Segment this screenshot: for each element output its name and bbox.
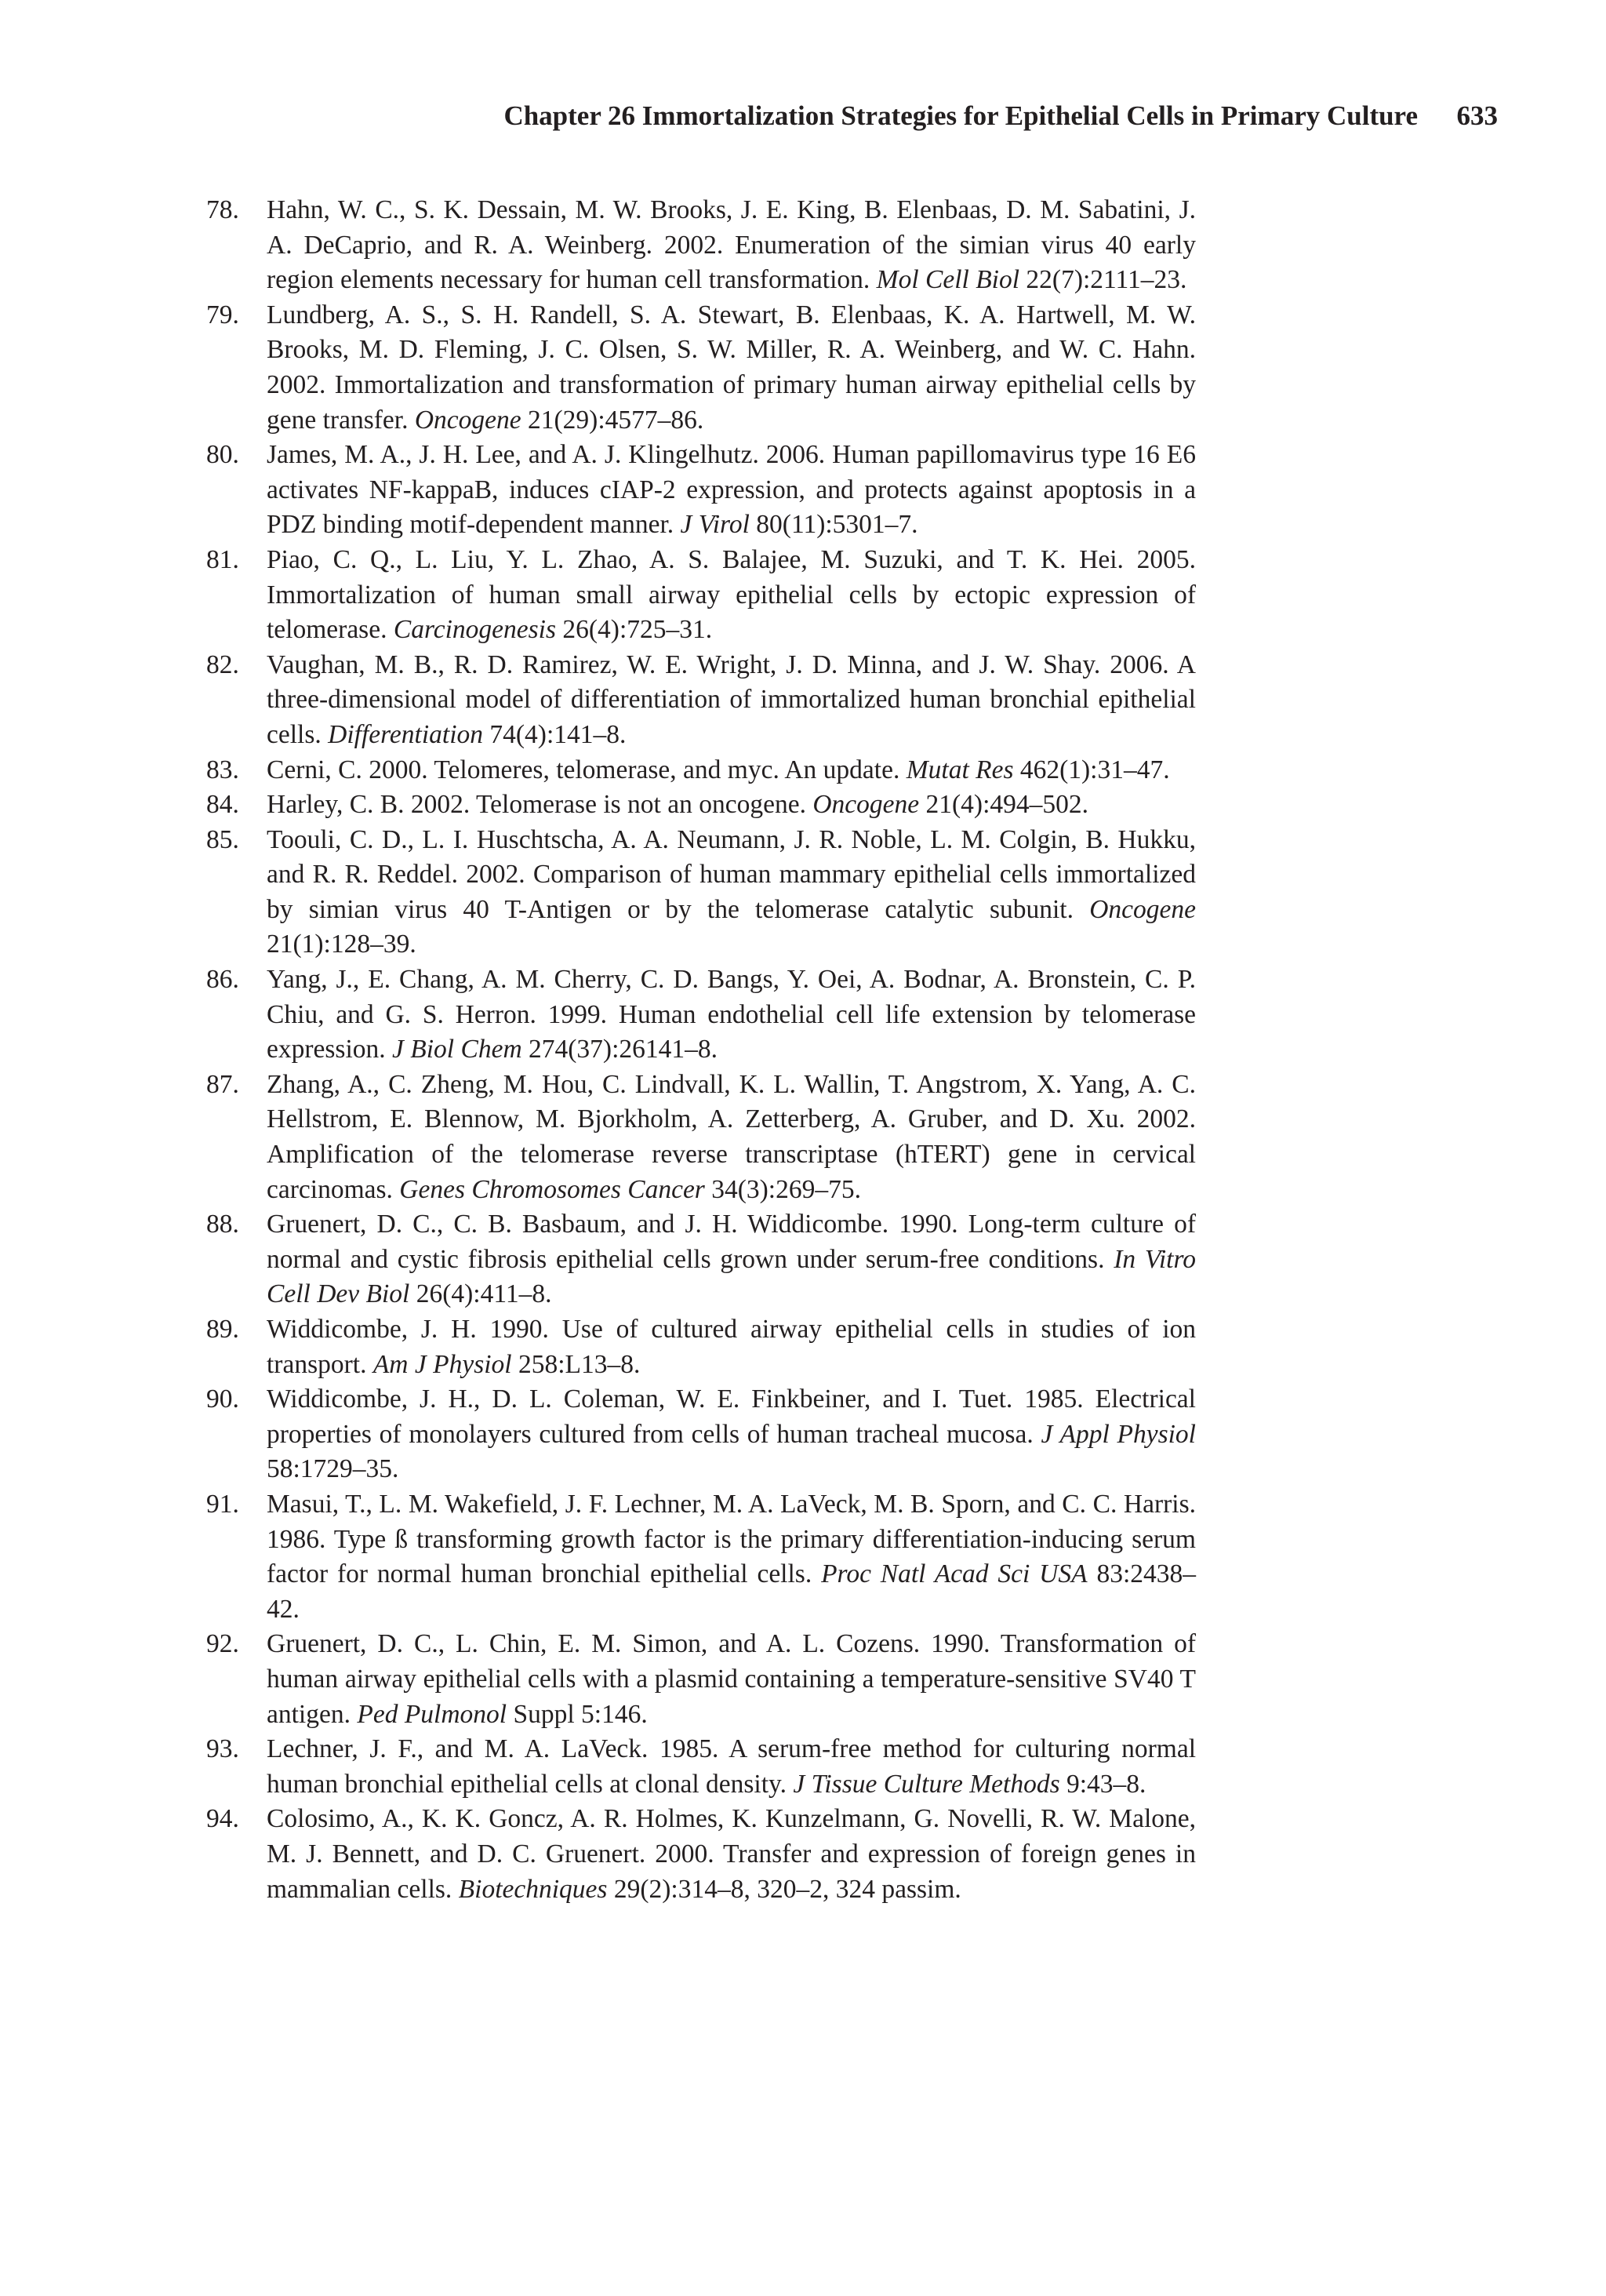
- reference-journal: Oncogene: [812, 790, 920, 820]
- reference-volume: 22(7):2111–23.: [1019, 265, 1187, 295]
- reference-journal: J Tissue Culture Methods: [793, 1769, 1060, 1799]
- reference-item: [206, 962, 1196, 1068]
- reference-citation: Hahn, W. C., S. K. Dessain, M. W. Brooks, J. E. King, B. Elenbaas, D. M. Sabatini, J. A. DeCaprio, and R. A. Weinberg. 2002. Enumeration of the simian virus 40 early region elements necessary for human cell transformation.: [267, 195, 1196, 295]
- reference-journal: Oncogene: [414, 405, 521, 435]
- reference-number: 91.: [206, 1489, 239, 1519]
- reference-number: 89.: [206, 1315, 239, 1344]
- reference-item: [206, 543, 1196, 648]
- reference-item: [206, 193, 1196, 298]
- reference-volume: 26(4):411–8.: [409, 1279, 552, 1309]
- reference-citation: Widdicombe, J. H., D. L. Coleman, W. E. Finkbeiner, and I. Tuet. 1985. Electrical properties of monolayers cultured from cells of human tracheal mucosa.: [267, 1385, 1196, 1449]
- reference-volume: 21(1):128–39.: [267, 930, 416, 959]
- reference-volume: 58:1729–35.: [267, 1454, 399, 1484]
- reference-citation: Cerni, C. 2000. Telomeres, telomerase, and myc. An update.: [267, 755, 907, 784]
- reference-journal: Genes Chromosomes Cancer: [399, 1174, 705, 1204]
- reference-text: [267, 543, 1196, 648]
- reference-citation: Yang, J., E. Chang, A. M. Cherry, C. D. Bangs, Y. Oei, A. Bodnar, A. Bronstein, C. P. Chiu, and G. S. Herron. 1999. Human endothelial cell life extension by telomerase expression.: [267, 965, 1196, 1064]
- reference-journal: J Biol Chem: [392, 1035, 522, 1064]
- reference-journal: Mutat Res: [906, 755, 1014, 784]
- reference-citation: James, M. A., J. H. Lee, and A. J. Klingelhutz. 2006. Human papillomavirus type 16 E6 activates NF-kappaB, induces cIAP-2 expression, and protects against apoptosis in a PDZ binding motif-dependent manner.: [267, 440, 1196, 540]
- reference-text: [267, 823, 1196, 962]
- reference-citation: Gruenert, D. C., C. B. Basbaum, and J. H. Widdicombe. 1990. Long-term culture of normal and cystic fibrosis epithelial cells grown under serum-free conditions.: [267, 1210, 1196, 1274]
- reference-item: [206, 1207, 1196, 1312]
- reference-journal: J Virol: [680, 510, 750, 540]
- reference-number: 84.: [206, 790, 239, 820]
- reference-number: 92.: [206, 1629, 239, 1659]
- reference-number: 88.: [206, 1210, 239, 1239]
- reference-journal: Carcinogenesis: [393, 615, 557, 645]
- reference-number: 86.: [206, 965, 239, 995]
- reference-number: 81.: [206, 544, 239, 574]
- reference-volume: 21(29):4577–86.: [521, 405, 704, 435]
- reference-number: 82.: [206, 650, 239, 679]
- reference-volume: 29(2):314–8, 320–2, 324 passim.: [607, 1874, 961, 1904]
- reference-citation: Lundberg, A. S., S. H. Randell, S. A. Stewart, B. Elenbaas, K. A. Hartwell, M. W. Brooks, M. D. Fleming, J. C. Olsen, S. W. Miller, R. A. Weinberg, and W. C. Hahn. 2002. Immortalization and transformation of primary human airway epithelial cells by gene transfer.: [267, 300, 1196, 435]
- reference-citation: Widdicombe, J. H. 1990. Use of cultured airway epithelial cells in studies of ion transport.: [267, 1315, 1196, 1379]
- reference-journal: Biotechniques: [458, 1874, 608, 1904]
- reference-volume: 34(3):269–75.: [704, 1174, 861, 1204]
- reference-journal: Differentiation: [328, 719, 484, 749]
- reference-journal: Proc Natl Acad Sci USA: [821, 1559, 1088, 1589]
- reference-journal: Mol Cell Biol: [876, 265, 1020, 295]
- reference-citation: Piao, C. Q., L. Liu, Y. L. Zhao, A. S. Balajee, M. Suzuki, and T. K. Hei. 2005. Immortalization of human small airway epithelial cells by ectopic expression of telomerase.: [267, 544, 1196, 645]
- reference-volume: 258:L13–8.: [511, 1349, 641, 1379]
- reference-item: [206, 438, 1196, 543]
- reference-number: 87.: [206, 1069, 239, 1099]
- reference-text: [267, 962, 1196, 1068]
- reference-text: [267, 1382, 1196, 1487]
- reference-text: [267, 1627, 1196, 1732]
- reference-number: 83.: [206, 755, 239, 784]
- chapter-title: Chapter 26 Immortalization Strategies for Epithelial Cells in Primary Culture: [503, 100, 1418, 131]
- reference-citation: Toouli, C. D., L. I. Huschtscha, A. A. Neumann, J. R. Noble, L. M. Colgin, B. Hukku, and R. R. Reddel. 2002. Comparison of human mammary epithelial cells immortalized by simian virus 40 T-Antigen or by the telomerase catalytic subunit.: [267, 824, 1196, 924]
- reference-volume: 74(4):141–8.: [483, 719, 627, 749]
- reference-journal: Oncogene: [1089, 894, 1196, 924]
- reference-number: 90.: [206, 1385, 239, 1414]
- reference-volume: 21(4):494–502.: [919, 790, 1089, 820]
- reference-volume: 80(11):5301–7.: [749, 510, 918, 540]
- reference-text: [267, 648, 1196, 753]
- page-number: 633: [1456, 100, 1498, 131]
- reference-volume: 9:43–8.: [1059, 1769, 1146, 1799]
- reference-volume: 83:2438–42.: [267, 1559, 1196, 1624]
- reference-journal: J Appl Physiol: [1041, 1419, 1196, 1449]
- reference-text: [267, 753, 1196, 788]
- reference-text: [267, 298, 1196, 438]
- reference-list: [206, 193, 1196, 1907]
- reference-number: 79.: [206, 300, 239, 329]
- reference-text: [267, 193, 1196, 298]
- reference-item: [206, 1802, 1196, 1907]
- reference-citation: Lechner, J. F., and M. A. LaVeck. 1985. A serum-free method for culturing normal human bronchial epithelial cells at clonal density.: [267, 1734, 1196, 1799]
- reference-text: [267, 788, 1196, 823]
- reference-volume: 274(37):26141–8.: [521, 1035, 718, 1064]
- reference-item: [206, 1312, 1196, 1382]
- reference-text: [267, 1068, 1196, 1207]
- reference-citation: Vaughan, M. B., R. D. Ramirez, W. E. Wright, J. D. Minna, and J. W. Shay. 2006. A three-dimensional model of differentiation of immortalized human bronchial epithelial cells.: [267, 650, 1196, 749]
- reference-text: [267, 1312, 1196, 1382]
- reference-item: [206, 1382, 1196, 1487]
- reference-journal: Ped Pulmonol: [357, 1699, 507, 1729]
- reference-volume: 26(4):725–31.: [556, 615, 713, 645]
- reference-citation: Harley, C. B. 2002. Telomerase is not an oncogene.: [267, 790, 813, 820]
- reference-number: 94.: [206, 1804, 239, 1834]
- reference-citation: Colosimo, A., K. K. Goncz, A. R. Holmes, K. Kunzelmann, G. Novelli, R. W. Malone, M. J. Bennett, and D. C. Gruenert. 2000. Transfer and expression of foreign genes in mammalian cells.: [267, 1804, 1196, 1904]
- reference-text: [267, 1487, 1196, 1627]
- reference-journal: Am J Physiol: [372, 1349, 512, 1379]
- reference-item: [206, 1627, 1196, 1732]
- reference-item: [206, 648, 1196, 753]
- reference-number: 93.: [206, 1734, 239, 1764]
- reference-citation: Masui, T., L. M. Wakefield, J. F. Lechner, M. A. LaVeck, M. B. Sporn, and C. C. Harris. 1986. Type ß transforming growth factor is the primary differentiation-inducing serum factor for normal human bronchial epithelial cells.: [267, 1489, 1196, 1589]
- reference-number: 78.: [206, 195, 239, 224]
- reference-volume: 462(1):31–47.: [1013, 755, 1170, 784]
- reference-text: [267, 438, 1196, 543]
- reference-volume: Suppl 5:146.: [507, 1699, 648, 1729]
- reference-citation: Gruenert, D. C., L. Chin, E. M. Simon, and A. L. Cozens. 1990. Transformation of human airway epithelial cells with a plasmid containing a temperature-sensitive SV40 T antigen.: [267, 1629, 1196, 1729]
- reference-text: [267, 1732, 1196, 1802]
- reference-item: [206, 823, 1196, 962]
- reference-item: [206, 298, 1196, 438]
- reference-number: 85.: [206, 824, 239, 854]
- reference-item: [206, 1487, 1196, 1627]
- reference-text: [267, 1802, 1196, 1907]
- reference-number: 80.: [206, 440, 239, 470]
- reference-text: [267, 1207, 1196, 1312]
- reference-citation: Zhang, A., C. Zheng, M. Hou, C. Lindvall, K. L. Wallin, T. Angstrom, X. Yang, A. C. Hellstrom, E. Blennow, M. Bjorkholm, A. Zetterberg, A. Gruber, and D. Xu. 2002. Amplification of the telomerase reverse transcriptase (hTERT) gene in cervical carcinomas.: [267, 1069, 1196, 1204]
- reference-journal: In Vitro Cell Dev Biol: [267, 1244, 1196, 1309]
- reference-item: [206, 753, 1196, 788]
- reference-item: [206, 788, 1196, 823]
- reference-item: [206, 1732, 1196, 1802]
- reference-item: [206, 1068, 1196, 1207]
